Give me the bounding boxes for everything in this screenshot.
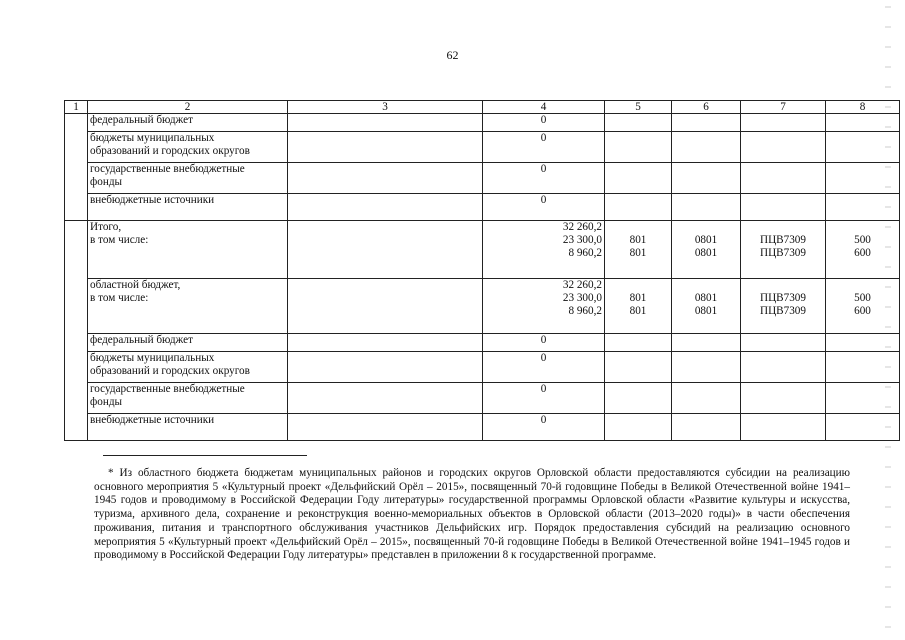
header-cell: 4: [483, 101, 605, 114]
header-cell: 3: [288, 101, 483, 114]
page-number: 62: [446, 48, 459, 62]
empty-cell: [288, 163, 483, 194]
code-cell: 500 600: [826, 221, 900, 279]
source-label: внебюджетные источники: [88, 194, 288, 221]
source-label: государственные внебюджетные фонды: [88, 163, 288, 194]
footnote-text: * Из областного бюджета бюджетам муниципальных районов и городских округов Орловской области предоставляются субсидии на реализацию основного мероприятия 5 «Культурный проект «Дельфийский Орёл – 2015», посвященный 70-й годовщине Победы в Великой Отечественной войне 1941–1945 годов и проводимому в Российской Федерации Году литературы» государственной программы Орловской области «Развитие культуры и искусства, туризма, архивного дела, сохранение и реконструкция военно-мемориальных объектов в Орловской области (2013–2020 годы)» в части обеспечения проживания, питания и транспортного обслуживания участников Дельфийских игр. Порядок предоставления субсидий на реализацию основного мероприятия 5 «Культурный проект «Дельфийский Орёл – 2015», посвященный 70-й годовщине Победы в Великой Отечественной войне 1941–1945 годов и проводимому в Российской Федерации Году литературы» представлен в приложении 8 к государственной программе.: [94, 467, 850, 562]
empty-cell: [65, 114, 88, 221]
amount-cell: 0: [483, 194, 605, 221]
amount-cell: 0: [483, 132, 605, 163]
header-cell: 5: [605, 101, 672, 114]
table-row: [65, 279, 900, 334]
table-row: [65, 414, 900, 441]
amount-cell: 0: [483, 383, 605, 414]
source-label: государственные внебюджетные фонды: [88, 383, 288, 414]
empty-cell: [288, 221, 483, 279]
code-cell: 0801 0801: [672, 279, 741, 334]
amount-cell: 0: [483, 114, 605, 132]
source-label: внебюджетные источники: [88, 414, 288, 441]
footnote-divider: [103, 455, 307, 456]
total-label: Итого, в том числе:: [88, 221, 288, 279]
table-row: [65, 114, 900, 132]
table-row: [65, 352, 900, 383]
table-row: [65, 221, 900, 279]
header-cell: 7: [741, 101, 826, 114]
empty-cell: [288, 383, 483, 414]
table-header-row: [65, 101, 900, 114]
source-label: бюджеты муниципальных образований и городских округов: [88, 352, 288, 383]
empty-cell: [288, 352, 483, 383]
table-row: [65, 383, 900, 414]
code-cell: ПЦВ7309 ПЦВ7309: [741, 221, 826, 279]
amount-cell: 0: [483, 414, 605, 441]
code-cell: 801 801: [605, 279, 672, 334]
empty-cell: [288, 132, 483, 163]
empty-cell: [65, 221, 88, 441]
code-cell: 0801 0801: [672, 221, 741, 279]
table-row: [65, 163, 900, 194]
code-cell: 500 600: [826, 279, 900, 334]
table-row: [65, 334, 900, 352]
header-cell: 6: [672, 101, 741, 114]
header-cell: 8: [826, 101, 900, 114]
budget-table: [64, 100, 900, 441]
total-label: областной бюджет, в том числе:: [88, 279, 288, 334]
amount-cell: 0: [483, 163, 605, 194]
source-label: федеральный бюджет: [88, 114, 288, 132]
scan-artifact: [885, 0, 891, 640]
source-label: федеральный бюджет: [88, 334, 288, 352]
code-cell: ПЦВ7309 ПЦВ7309: [741, 279, 826, 334]
amount-cell: 0: [483, 352, 605, 383]
source-label: бюджеты муниципальных образований и городских округов: [88, 132, 288, 163]
empty-cell: [288, 414, 483, 441]
amount-cell: 32 260,2 23 300,0 8 960,2: [483, 279, 605, 334]
amount-cell: 0: [483, 334, 605, 352]
amount-cell: 32 260,2 23 300,0 8 960,2: [483, 221, 605, 279]
header-cell: 1: [65, 101, 88, 114]
table-row: [65, 194, 900, 221]
code-cell: 801 801: [605, 221, 672, 279]
table-row: [65, 132, 900, 163]
empty-cell: [288, 334, 483, 352]
empty-cell: [288, 279, 483, 334]
header-cell: 2: [88, 101, 288, 114]
empty-cell: [288, 194, 483, 221]
empty-cell: [288, 114, 483, 132]
